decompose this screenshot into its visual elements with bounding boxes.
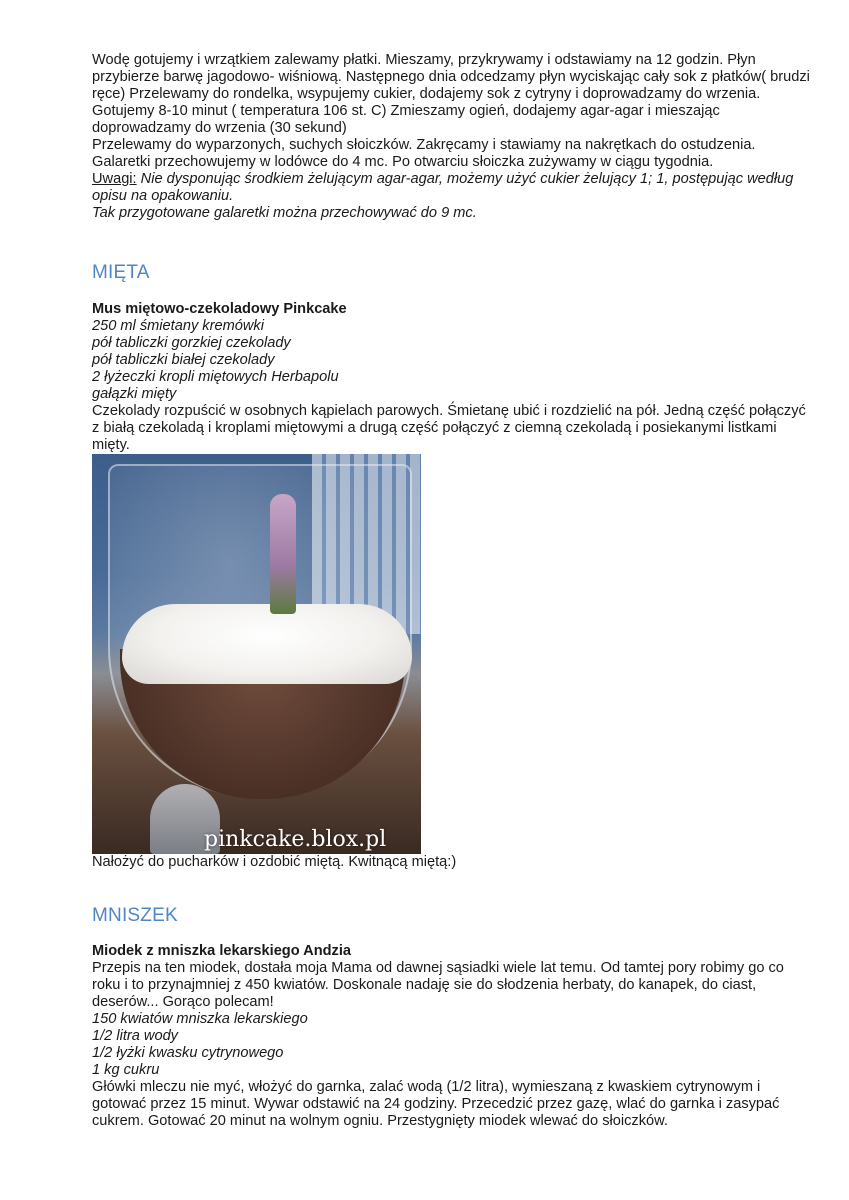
ingredient-item: 1 kg cukru — [92, 1062, 160, 1078]
mint-sprig — [270, 494, 296, 614]
intro-paragraph-3: Galaretki przechowujemy w lodówce do 4 mc. Po otwarciu słoiczka zużywamy w ciągu tygodnia. — [92, 154, 714, 170]
instructions-mniszek: Główki mleczu nie myć, włożyć do garnka, zalać wodą (1/2 litra), wymieszaną z kwaskiem cytrynowym i gotować przez 15 minut. Wywar odstawić na 24 godziny. Przecedzić przez gazę, wlać do garnka i zasypać cukrem. Gotować 20 minut na wolnym ogniu. Przestygnięty miodek wlewać do słoiczków. — [92, 1079, 780, 1129]
document-page — [92, 52, 812, 1130]
ingredient-item: pół tabliczki białej czekolady — [92, 352, 275, 368]
note-label: Uwagi: — [92, 171, 137, 187]
instructions-mieta: Czekolady rozpuścić w osobnych kąpielach parowych. Śmietanę ubić i rozdzielić na pół. Jedną część połączyć z białą czekoladą i kroplami miętowymi a drugą część połączyć z ciemną czekoladą i posiekanymi listkami mięty. — [92, 403, 806, 453]
note-text: Nie dysponując środkiem żelującym agar-agar, możemy użyć cukier żelujący 1; 1, postępując według opisu na opakowaniu. — [92, 171, 794, 204]
ingredient-item: 250 ml śmietany kremówki — [92, 318, 264, 334]
note-text-2: Tak przygotowane galaretki można przechowywać do 9 mc. — [92, 205, 477, 221]
cream-layer — [122, 604, 412, 684]
recipe-title-mniszek: Miodek z mniszka lekarskiego Andzia — [92, 943, 351, 959]
section-heading-mniszek: MNISZEK — [92, 905, 178, 926]
intro-mniszek: Przepis na ten miodek, dostała moja Mama od dawnej sąsiadki wiele lat temu. Od tamtej pory robimy go co roku i to przynajmniej z 450 kwiatów. Doskonale nadaję sie do słodzenia herbaty, do kanapek, do ciast, deserów... Gorąco polecam! — [92, 960, 784, 1010]
ingredient-item: 1/2 litra wody — [92, 1028, 178, 1044]
recipe-title-mieta: Mus miętowo-czekoladowy Pinkcake — [92, 301, 347, 317]
intro-paragraph-2: Przelewamy do wyparzonych, suchych słoiczków. Zakręcamy i stawiamy na nakrętkach do ostudzenia. — [92, 137, 756, 153]
dessert-photo — [92, 454, 421, 854]
ingredient-item: 2 łyżeczki kropli miętowych Herbapolu — [92, 369, 339, 385]
after-photo-text: Nałożyć do pucharków i ozdobić miętą. Kwitnącą miętą:) — [92, 854, 457, 870]
photo-watermark: pinkcake.blox.pl — [204, 827, 387, 852]
intro-paragraph-1: Wodę gotujemy i wrzątkiem zalewamy płatki. Mieszamy, przykrywamy i odstawiamy na 12 godzin. Płyn przybierze barwę jagodowo- wiśniową. Następnego dnia odcedzamy płyn wyciskając cały sok z płatków( brudzi ręce) Przelewamy do rondelka, wsypujemy cukier, dodajemy sok z cytryny i doprowadzamy do wrzenia. Gotujemy 8-10 minut ( temperatura 106 st. C) Zmieszamy ogień, dodajemy agar-agar i mieszając doprowadzamy do wrzenia (30 sekund) — [92, 52, 810, 136]
ingredient-item: pół tabliczki gorzkiej czekolady — [92, 335, 291, 351]
ingredient-item: 150 kwiatów mniszka lekarskiego — [92, 1011, 308, 1027]
section-heading-mieta: MIĘTA — [92, 262, 150, 283]
ingredient-item: gałązki mięty — [92, 386, 177, 402]
note-paragraph — [92, 171, 812, 205]
ingredient-item: 1/2 łyżki kwasku cytrynowego — [92, 1045, 284, 1061]
